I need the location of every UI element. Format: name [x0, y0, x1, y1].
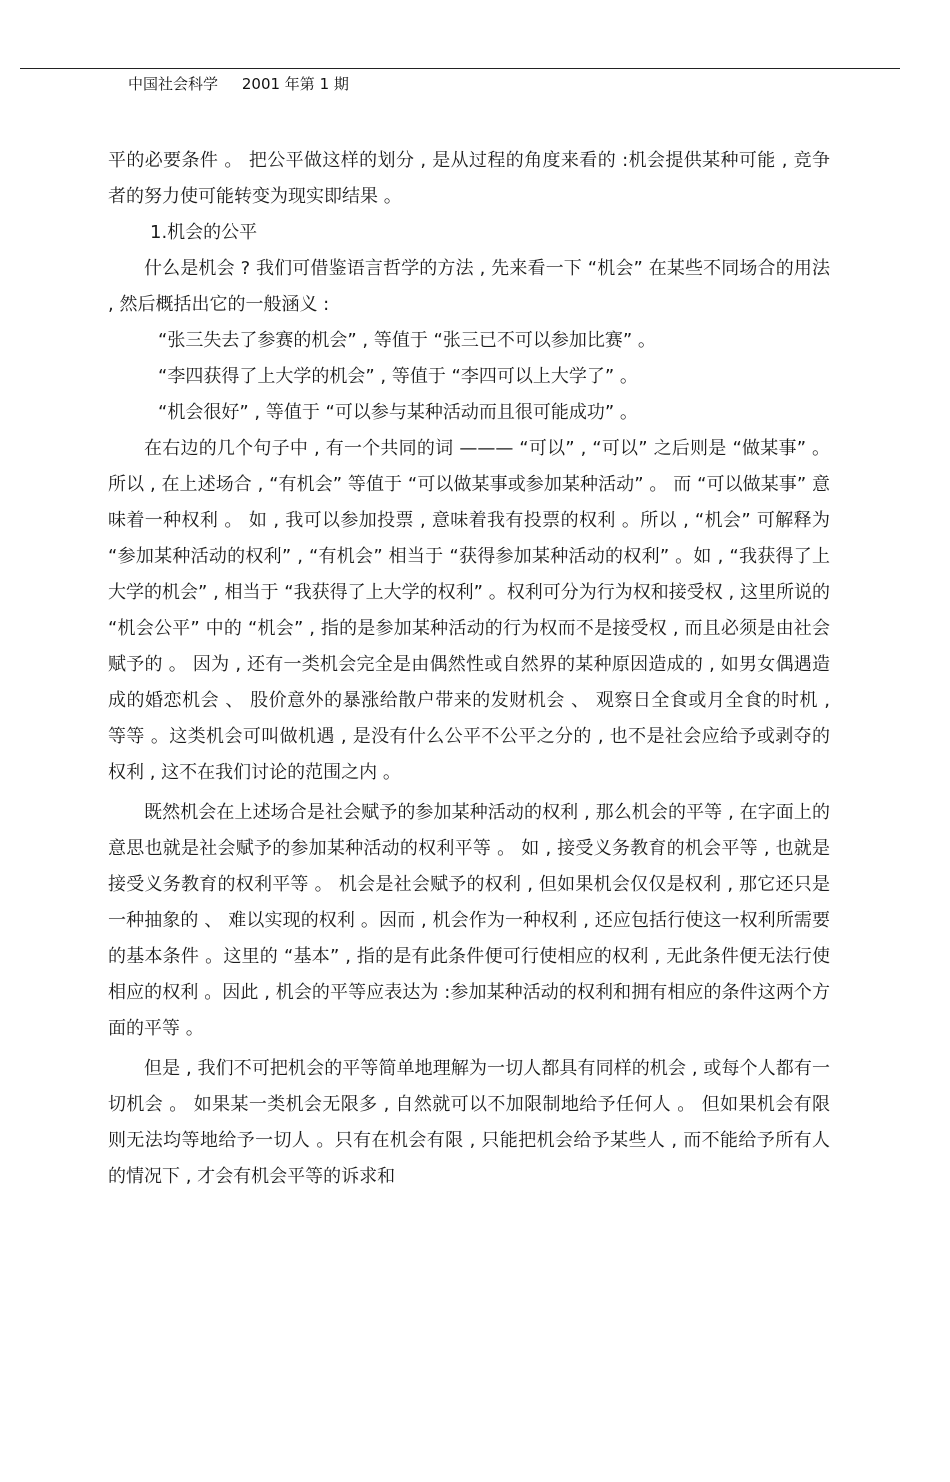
paragraph-equality-of-opportunity: 既然机会在上述场合是社会赋予的参加某种活动的权利 , 那么机会的平等 , 在字面上的意思也就是社会赋予的参加某种活动的权利平等 。 如 , 接受义务教育的机会平等 , 也就是接受义务教育的权利平等 。 机会是社会赋予的权利 , 但如果机会仅仅是权利 , 那它还只是一种抽象的 、 难以实现的权利 。因而 , 机会作为一种权利 , 还应包括行使这一权利所需要的基本条件 。这里的 “基本” , 指的是有此条件便可行使相应的权利 , 无此条件便无法行使相应的权利 。因此 , 机会的平等应表达为 :参加某种活动的权利和拥有相应的条件这两个方面的平等 。: [108, 802, 830, 1039]
paragraph-what-is-opportunity: 什么是机会 ? 我们可借鉴语言哲学的方法 , 先来看一下 “机会” 在某些不同场合的用法 , 然后概括出它的一般涵义 :: [108, 258, 830, 315]
example-sentence-2: “李四获得了上大学的机会” , 等值于 “李四可以上大学了” 。: [158, 366, 638, 387]
journal-title: 中国社会科学: [128, 75, 219, 93]
running-header: [128, 73, 349, 95]
issue-number: 2001 年第 1 期: [241, 75, 349, 93]
paragraph-limited-opportunity: 但是 , 我们不可把机会的平等简单地理解为一切人都具有同样的机会 , 或每个人都有一切机会 。 如果某一类机会无限多 , 自然就可以不加限制地给予任何人 。 但如果机会有限则无法均等地给予一切人 。只有在机会有限 , 只能把机会给予某些人 , 而不能给予所有人的情况下 , 才会有机会平等的诉求和: [108, 1058, 830, 1187]
article-body: [108, 143, 830, 1195]
example-sentence-1: “张三失去了参赛的机会” , 等值于 “张三已不可以参加比赛” 。: [158, 330, 656, 351]
paragraph-continued: 平的必要条件 。 把公平做这样的划分 , 是从过程的角度来看的 :机会提供某种可能 , 竞争者的努力使可能转变为现实即结果 。: [108, 150, 830, 207]
paragraph-opportunity-as-right: 在右边的几个句子中 , 有一个共同的词 ——— “可以” , “可以” 之后则是 “做某事” 。 所以 , 在上述场合 , “有机会” 等值于 “可以做某事或参加某种活动” 。 而 “可以做某事” 意味着一种权利 。 如 , 我可以参加投票 , 意味着我有投票的权利 。所以 , “机会” 可解释为 “参加某种活动的权利” , “有机会” 相当于 “获得参加某种活动的权利” 。如 , “我获得了上大学的机会” , 相当于 “我获得了上大学的权利” 。权利可分为行为权和接受权 , 这里所说的 “机会公平” 中的 “机会” , 指的是参加某种活动的行为权而不是接受权 , 而且必须是由社会赋予的 。 因为 , 还有一类机会完全是由偶然性或自然界的某种原因造成的 , 如男女偶遇造成的婚恋机会 、 股价意外的暴涨给散户带来的发财机会 、 观察日全食或月全食的时机 , 等等 。这类机会可叫做机遇 , 是没有什么公平不公平之分的 , 也不是社会应给予或剥夺的权利 , 这不在我们讨论的范围之内 。: [108, 438, 830, 783]
section-heading: 1.机会的公平: [150, 222, 258, 243]
example-sentence-3: “机会很好” , 等值于 “可以参与某种活动而且很可能成功” 。: [158, 402, 638, 423]
header-rule: [20, 68, 900, 69]
